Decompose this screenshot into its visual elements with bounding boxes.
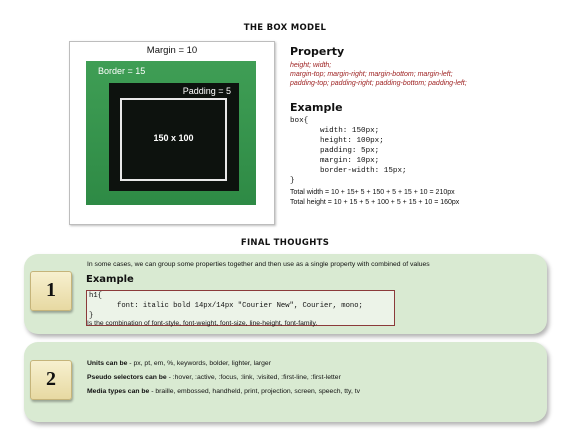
code-line: border-width: 15px;	[320, 167, 407, 175]
thought-panel-2	[24, 342, 547, 422]
number-badge	[30, 271, 72, 311]
example-heading: Example	[290, 101, 343, 114]
panel1-example-heading: Example	[86, 274, 134, 285]
code-line: }	[290, 177, 295, 185]
code-line: margin: 10px;	[320, 157, 380, 165]
code-line: h1{	[89, 292, 102, 300]
badge-number: 1	[46, 279, 56, 301]
units-values: - px, pt, em, %, keywords, bolder, lighter, larger	[127, 360, 271, 367]
padding-area	[109, 83, 239, 191]
media-types-label: Media types can be	[87, 388, 150, 395]
pseudo-selectors-line	[87, 374, 341, 381]
margin-label: Margin = 10	[146, 45, 198, 56]
panel1-note: Is the combination of font-style, font-weight, font-size, line-height, font-family.	[87, 320, 318, 327]
panel1-intro: In some cases, we can group some properties together and then use as a single property with combined of values	[87, 261, 430, 268]
units-line	[87, 360, 271, 367]
total-width: Total width = 10 + 15+ 5 + 150 + 5 + 15 + 10 = 210px	[290, 189, 455, 196]
page-title: THE BOX MODEL	[243, 23, 327, 33]
final-thoughts-title: FINAL THOUGHTS	[240, 238, 330, 248]
code-line: width: 150px;	[320, 127, 380, 135]
content-size-label: 150 x 100	[153, 133, 194, 143]
box-model-diagram	[69, 41, 275, 225]
border-label: Border = 15	[98, 66, 146, 76]
media-types-values: - braille, embossed, handheld, print, projection, screen, speech, tty, tv	[149, 388, 361, 395]
code-line: padding: 5px;	[320, 147, 380, 155]
border-area	[86, 61, 256, 205]
property-line: height; width;	[290, 62, 332, 69]
property-line: padding-top; padding-right; padding-bottom; padding-left;	[290, 80, 467, 87]
badge-number: 2	[46, 368, 56, 390]
code-line: box{	[290, 117, 309, 125]
total-height: Total height = 10 + 15 + 5 + 100 + 5 + 15 + 10 = 160px	[290, 199, 460, 206]
thought-panel-1	[24, 254, 547, 334]
media-types-line	[87, 388, 360, 395]
pseudo-selectors-values: - :hover, :active, :focus, :link, :visited, :first-line, :first-letter	[166, 374, 341, 381]
pseudo-selectors-label: Pseudo selectors can be	[87, 374, 167, 381]
padding-label: Padding = 5	[182, 86, 231, 96]
code-line: font: italic bold 14px/14px "Courier New", Courier, mono;	[117, 302, 363, 310]
property-heading: Property	[290, 45, 345, 58]
units-label: Units can be	[87, 360, 128, 367]
content-area	[120, 98, 227, 181]
property-line: margin-top; margin-right; margin-bottom; margin-left;	[290, 71, 453, 78]
code-line: }	[89, 312, 94, 320]
code-line: height: 100px;	[320, 137, 384, 145]
number-badge	[30, 360, 72, 400]
